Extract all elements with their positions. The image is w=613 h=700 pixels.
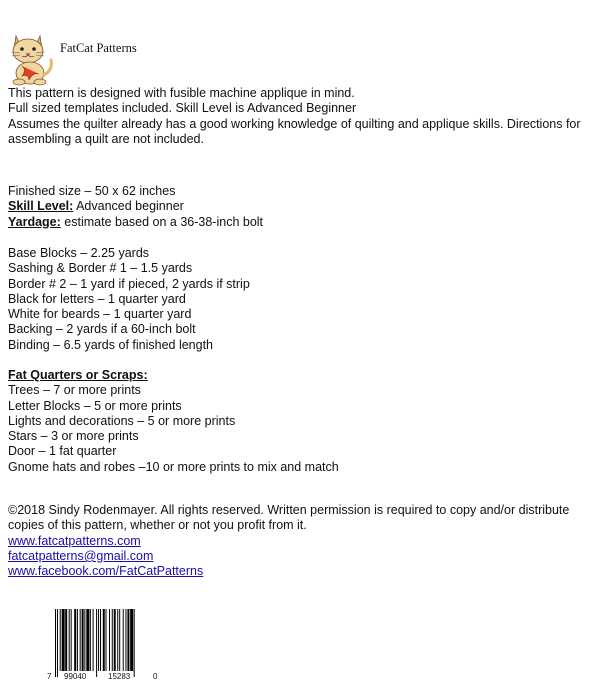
barcode — [55, 609, 149, 681]
barcode-bar — [112, 609, 113, 671]
brand-name: FatCat Patterns — [60, 41, 137, 55]
barcode-bar — [80, 609, 81, 671]
barcode-bar — [55, 609, 56, 677]
header — [7, 30, 207, 86]
yardage-label: Yardage: — [8, 214, 61, 229]
barcode-bar — [71, 609, 72, 671]
barcode-bar — [100, 609, 101, 671]
list-item: Base Blocks – 2.25 yards — [8, 246, 150, 260]
list-item: White for beards – 1 quarter yard — [8, 307, 192, 322]
list-item: Sashing & Border # 1 – 1.5 yards — [8, 261, 193, 276]
barcode-bar — [57, 609, 58, 677]
yardage-list — [8, 246, 608, 353]
finished-size: Finished size – 50 x 62 inches — [8, 184, 176, 198]
barcode-bar — [65, 609, 67, 671]
facebook-link[interactable]: www.facebook.com/FatCatPatterns — [8, 564, 204, 579]
skill-level — [8, 199, 608, 214]
barcode-bar — [123, 609, 124, 671]
copyright-text: ©2018 Sindy Rodenmayer. All rights reserved. Written permission is required to copy and/or distribute copies of this pattern, whether or not you profit from it. — [8, 503, 570, 533]
list-item: Trees – 7 or more prints — [8, 383, 141, 398]
intro-line: Full sized templates included. Skill Level is Advanced Beginner — [8, 101, 357, 116]
fat-quarters — [8, 368, 608, 475]
barcode-check-digit: 0 — [153, 672, 158, 681]
website-link[interactable]: www.fatcatpatterns.com — [8, 533, 141, 548]
barcode-right-digits: 15283 — [108, 672, 131, 681]
cat-logo-icon — [7, 30, 57, 86]
list-item: Border # 2 – 1 yard if pieced, 2 yards if strip — [8, 276, 250, 291]
barcode-bar — [109, 609, 110, 671]
barcode-bar — [106, 609, 107, 671]
details — [8, 184, 608, 230]
barcode-bar — [119, 609, 120, 671]
barcode-bar — [93, 609, 94, 671]
barcode-bar — [96, 609, 97, 677]
barcode-bar — [125, 609, 126, 671]
barcode-left-digits: 99040 — [64, 672, 87, 681]
barcode-bar — [86, 609, 89, 671]
intro-line: Assumes the quilter already has a good working knowledge of quilting and applique skills. Directions for assembling a quilt are not included. — [8, 116, 581, 147]
yardage — [8, 215, 608, 230]
list-item: Black for letters – 1 quarter yard — [8, 291, 186, 306]
list-item: Binding – 6.5 yards of finished length — [8, 337, 213, 352]
barcode-lead-digit: 7 — [47, 672, 52, 681]
yardage-value: estimate based on a 36-38-inch bolt — [60, 214, 264, 229]
list-item: Letter Blocks – 5 or more prints — [8, 398, 182, 413]
intro-line: This pattern is designed with fusible machine applique in mind. — [8, 86, 355, 100]
barcode-bar — [114, 609, 116, 671]
intro — [8, 86, 608, 148]
list-item: Lights and decorations – 5 or more prints — [8, 413, 236, 428]
email-link[interactable]: fatcatpatterns@gmail.com — [8, 548, 154, 563]
barcode-bar — [84, 609, 85, 671]
barcode-bar — [62, 609, 65, 671]
barcode-bar — [117, 609, 118, 671]
barcode-bar — [90, 609, 91, 671]
barcode-bar — [82, 609, 84, 671]
list-item: Gnome hats and robes –10 or more prints to mix and match — [8, 459, 339, 474]
barcode-bar — [77, 609, 78, 671]
barcode-bar — [130, 609, 133, 671]
barcode-bar — [74, 609, 76, 671]
barcode-bar — [103, 609, 105, 671]
copyright — [8, 503, 608, 579]
fat-quarters-heading: Fat Quarters or Scraps: — [8, 368, 148, 382]
list-item: Stars – 3 or more prints — [8, 429, 139, 444]
barcode-bar — [60, 609, 61, 671]
skill-level-label: Skill Level: — [8, 199, 74, 214]
skill-level-value: Advanced beginner — [73, 199, 184, 214]
list-item: Door – 1 fat quarter — [8, 444, 117, 459]
barcode-bar — [127, 609, 129, 671]
list-item: Backing – 2 yards if a 60-inch bolt — [8, 322, 196, 337]
barcode-bar — [98, 609, 99, 671]
barcode-bar — [134, 609, 135, 677]
barcode-bar — [69, 609, 70, 671]
